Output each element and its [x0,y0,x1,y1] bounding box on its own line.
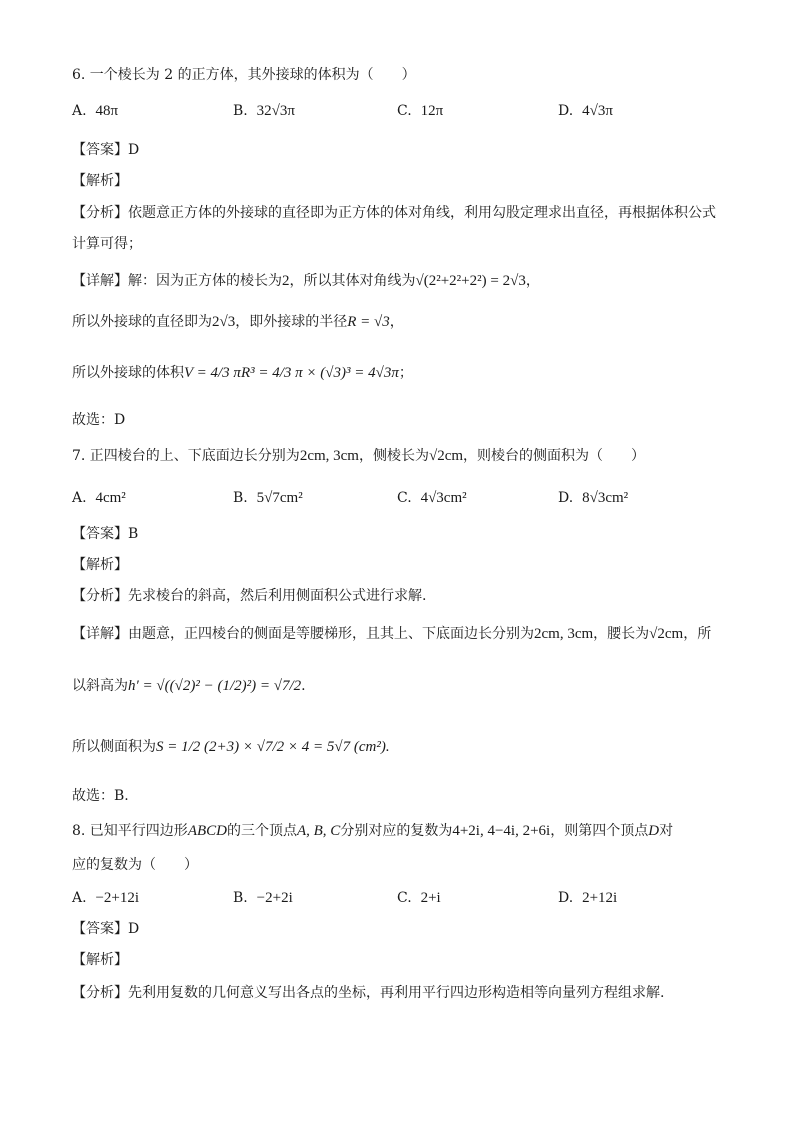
xiangjie-text: 所以外接球的直径即为 [72,314,212,330]
q7-option-b [233,489,303,507]
q7-answer [72,525,138,543]
xiangjie-text: ，即外接球的半径 [235,314,348,330]
option-letter: B. [233,103,248,119]
q6-fenxi-line1 [72,204,716,222]
math-value: 2√3 [212,314,236,330]
math-expression: S = 1/2 (2+3) × √7/2 × 4 = 5√7 (cm²). [156,739,390,755]
option-letter: D. [558,103,574,119]
xiangjie-text: ，所以其体对角线为 [289,273,416,289]
answer-label: 【答案】 [72,921,128,937]
fenxi-text: 先求棱台的斜高，然后利用侧面积公式进行求解. [128,588,427,604]
xiangjie-text: 所以外接球的体积 [72,365,184,381]
math-expression: V = 4/3 πR³ = 4/3 π × (√3)³ = 4√3π [184,365,399,381]
stem-text: 分别对应的复数为 [340,823,453,839]
math-expression: √(2²+2²+2²) = 2√3 [415,273,526,289]
math-expression: h′ = √((√2)² − (1/2)²) = √7/2 [128,678,302,694]
answer-label: 【答案】 [72,526,128,542]
option-letter: C. [397,490,412,506]
option-value: −2+12i [95,890,140,906]
option-letter: D. [558,890,574,906]
option-letter: A. [72,103,87,119]
xiangjie-text: 由题意，正四棱台的侧面是等腰梯形，且其上、下底面边长分别为 [128,626,534,642]
fenxi-label: 【分析】 [72,588,128,604]
option-letter: C. [397,103,412,119]
option-value: 2+12i [582,890,618,906]
math-value: A, B, C [296,823,341,839]
stem-text: ，则棱台的侧面积为（ ） [463,448,646,464]
option-value: −2+2i [256,890,293,906]
q8-option-a [72,889,139,907]
q8-fenxi [72,984,664,1002]
q6-xiangjie-line2: 所以外接球的直径即为2√3，即外接球的半径R = √3， [72,314,404,330]
xiangjie-text: 所以侧面积为 [72,739,156,755]
q8-jiexi-heading: 【解析】 [72,952,128,968]
option-letter: A. [72,490,87,506]
stem-text: 的三个顶点 [226,823,297,839]
q6-stem: 6. 一个棱长为 2 的正方体，其外接球的体积为（ ） [72,67,416,83]
option-value: 2+i [420,890,441,906]
option-value: 12π [420,103,444,119]
q6-answer [72,141,139,159]
stem-text: 对 [659,823,674,839]
stem-text: ，则第四个顶点 [550,823,649,839]
q6-option-c [397,102,443,120]
q6-option-d [558,102,613,120]
q7-guxuan: 故选：B. [72,788,129,804]
option-value: 4√3cm² [420,490,467,506]
option-letter: B. [233,490,248,506]
q7-option-c [397,489,467,507]
math-value: ABCD [187,823,227,839]
q7-xiangjie-line1 [72,625,711,643]
fenxi-label: 【分析】 [72,985,128,1001]
option-value: 5√7cm² [256,490,303,506]
stem-text: 7. 正四棱台的上、下底面边长分别为 [72,448,300,464]
math-value: 4+2i, 4−4i, 2+6i [452,823,551,839]
q6-jiexi-heading: 【解析】 [72,173,128,189]
q6-option-b [233,102,295,120]
q6-fenxi-line2: 计算可得； [72,236,142,252]
stem-text: ，侧棱长为 [358,448,429,464]
q8-option-d [558,889,617,907]
math-value: 2cm, 3cm [534,626,594,642]
fenxi-text: 依题意正方体的外接球的直径即为正方体的体对角线，利用勾股定理求出直径，再根据体积公式 [128,205,716,221]
q6-xiangjie-line3: 所以外接球的体积V = 4/3 πR³ = 4/3 π × (√3)³ = 4√3π； [72,365,413,381]
q8-answer [72,920,139,938]
q6-option-a [72,102,118,120]
answer-value: D [128,142,140,158]
xiangjie-text: 以斜高为 [72,678,128,694]
q7-xiangjie-line3 [72,738,390,756]
q7-stem [72,447,645,465]
option-letter: C. [397,890,412,906]
fenxi-text: 先利用复数的几何意义写出各点的坐标，再利用平行四边形构造相等向量列方程组求解. [128,985,665,1001]
q8-stem-line2: 应的复数为（ ） [72,857,198,873]
math-value: 2cm, 3cm [299,448,359,464]
xiangjie-label: 【详解】 [72,273,128,289]
option-letter: B. [233,890,248,906]
q6-xiangjie-line1: 【详解】解：因为正方体的棱长为2，所以其体对角线为√(2²+2²+2²) = 2√3， [72,273,540,289]
option-value: 4cm² [95,490,126,506]
math-value: D [648,823,660,839]
q8-stem-line1 [72,822,673,840]
q7-fenxi [72,587,426,605]
option-value: 4√3π [582,103,613,119]
q7-jiexi-heading: 【解析】 [72,557,128,573]
option-value: 8√3cm² [582,490,629,506]
q7-option-a [72,489,126,507]
option-value: 32√3π [256,103,295,119]
math-value: 2 [282,273,290,289]
xiangjie-label: 【详解】 [72,626,128,642]
answer-value: B [128,526,139,542]
answer-label: 【答案】 [72,142,128,158]
math-value: √2cm [649,626,684,642]
xiangjie-text: 解：因为正方体的棱长为 [128,273,282,289]
math-expression: R = √3 [347,314,390,330]
answer-value: D [128,921,140,937]
q8-option-b [233,889,293,907]
stem-text: 8. 已知平行四边形 [72,823,188,839]
option-letter: D. [558,490,574,506]
q7-option-d [558,489,628,507]
option-value: 48π [95,103,119,119]
fenxi-label: 【分析】 [72,205,128,221]
option-letter: A. [72,890,87,906]
math-value: √2cm [428,448,464,464]
xiangjie-text: ，腰长为 [593,626,650,642]
q6-guxuan: 故选：D [72,412,126,428]
q7-xiangjie-line2: 以斜高为h′ = √((√2)² − (1/2)²) = √7/2. [72,678,306,694]
q8-option-c [397,889,441,907]
xiangjie-text: ，所 [683,626,712,642]
